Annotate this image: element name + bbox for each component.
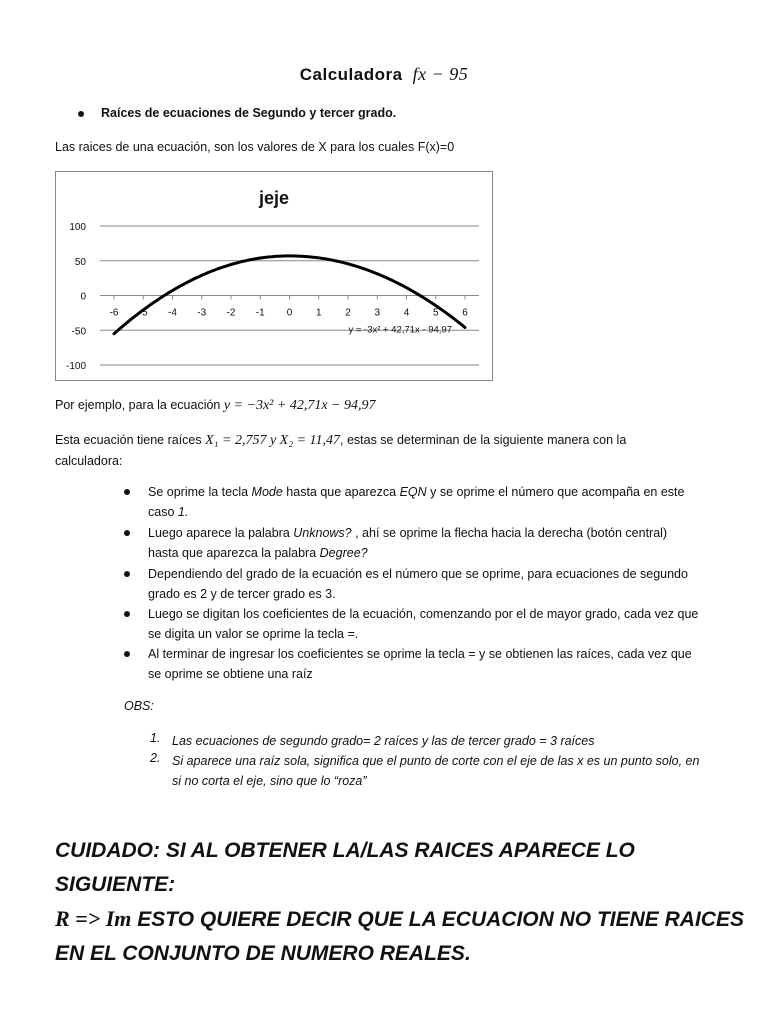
obs-label: OBS:	[124, 699, 154, 713]
y-tick-label: -100	[65, 361, 86, 372]
step-3-line1: Dependiendo del grado de la ecuación es el número que se oprime, para ecuaciones de segundo	[148, 567, 688, 581]
y-tick-label: 100	[69, 222, 86, 233]
x-tick-label: 6	[462, 307, 468, 319]
warning-line1: CUIDADO: SI AL OBTENER LA/LAS RAICES APARECE LO SIGUIENTE:	[55, 839, 635, 896]
x-tick-label: 2	[345, 307, 351, 319]
step-1-text-d: caso	[148, 505, 178, 519]
x-tick-label: 5	[432, 307, 439, 319]
x-tick-label: 1	[315, 307, 322, 319]
step-2-text: Luego aparece la palabra	[148, 526, 294, 540]
step-1	[148, 482, 718, 522]
step-5	[148, 644, 718, 684]
roots-suffix: , estas se determinan de la siguiente manera con la	[340, 433, 627, 447]
step-3	[148, 564, 718, 604]
step-1-text: Se oprime la tecla	[148, 485, 252, 499]
step-1-number: 1	[177, 505, 185, 519]
step-2	[148, 523, 718, 563]
step-3-line2: grado es 2 y de tercer grado es 3.	[148, 587, 336, 601]
step-1-period: .	[184, 505, 189, 519]
step-bullet-icon	[124, 530, 130, 536]
example-equation: y = −3x² + 42,71x − 94,97	[223, 398, 376, 413]
x-tick-label: 0	[286, 307, 293, 319]
example-line	[55, 396, 376, 415]
roots-line2: calculadora:	[55, 454, 123, 468]
x-tick-label: -3	[197, 307, 207, 319]
step-2-degree: Degree?	[319, 546, 368, 560]
title-formula: fx − 95	[412, 64, 469, 84]
step-5-line1: Al terminar de ingresar los coeficientes se oprime la tecla = y se obtienen las raíces, cada vez que	[148, 647, 692, 661]
x-tick-label: -1	[255, 307, 265, 319]
obs-item-2-line1: Si aparece una raíz sola, significa que el punto de corte con el eje de las x es un punto solo, en	[172, 754, 700, 768]
step-4	[148, 604, 718, 644]
x-tick-label: -6	[109, 307, 119, 319]
obs-item-2-line2: si no corta el eje, sino que lo “roza”	[172, 774, 367, 788]
chart-title: jeje	[258, 188, 290, 208]
obs-item-1: Las ecuaciones de segundo grado= 2 raíces y las de tercer grado = 3 raíces	[172, 734, 595, 748]
roots-prefix: Esta ecuación tiene raíces	[55, 433, 202, 447]
y-tick-label: 0	[80, 291, 86, 303]
bullet-dot-icon	[78, 111, 84, 117]
obs-num-1: 1.	[150, 731, 161, 745]
step-1-eqn: EQN	[399, 485, 427, 499]
step-4-period: .	[354, 627, 359, 641]
page-title	[0, 64, 768, 85]
step-1-mode: Mode	[251, 485, 283, 499]
warning-equation: R => Im	[55, 906, 132, 931]
y-tick-label: 50	[74, 256, 86, 268]
step-5-line2: se oprime se obtiene una raíz	[148, 667, 313, 681]
warning-line3: EN EL CONJUNTO DE NUMERO REALES.	[55, 942, 471, 965]
roots-paragraph	[55, 430, 735, 471]
step-1-text-c: y se oprime el número que acompaña en este	[426, 485, 685, 499]
example-prefix: Por ejemplo, para la ecuación	[55, 398, 221, 412]
x-tick-label: -4	[168, 307, 177, 319]
y-tick-label: -50	[71, 326, 86, 338]
obs-item-2	[172, 751, 722, 791]
x-tick-label: -2	[226, 307, 236, 319]
root-1: X₁ = 2,757	[205, 433, 267, 448]
intro-bullet: Raíces de ecuaciones de Segundo y tercer grado.	[101, 106, 397, 120]
step-4-line1: Luego se digitan los coeficientes de la ecuación, comenzando por el de mayor grado, cada vez que	[148, 607, 699, 621]
step-4-equals: =	[347, 627, 355, 641]
step-4-text: se digita un valor se oprime la tecla	[148, 627, 348, 641]
obs-num-2: 2.	[150, 751, 161, 765]
step-bullet-icon	[124, 489, 130, 495]
warning-line2: ESTO QUIERE DECIR QUE LA ECUACION NO TIENE RAICES	[131, 908, 744, 931]
x-tick-label: -5	[138, 307, 148, 319]
step-1-text-b: hasta que aparezca	[282, 485, 400, 499]
x-tick-label: 4	[403, 307, 410, 319]
title-text: Calculadora	[299, 65, 403, 84]
definition-text: Las raices de una ecuación, son los valores de X para los cuales F(x)=0	[55, 140, 455, 154]
series-curve	[114, 256, 465, 334]
step-2-text-b: , ahí se oprime la flecha hacia la derecha (botón central)	[351, 526, 668, 540]
root-2: X₂ = 11,47	[279, 433, 340, 448]
chart-frame	[55, 171, 493, 381]
step-bullet-icon	[124, 651, 130, 657]
chart-svg	[56, 172, 492, 380]
step-2-unknows: Unknows?	[293, 526, 352, 540]
x-tick-label: 3	[374, 307, 381, 319]
warning-text	[55, 834, 755, 971]
step-2-text-c: hasta que aparezca la palabra	[148, 546, 320, 560]
roots-y-word: y	[269, 433, 277, 448]
step-bullet-icon	[124, 571, 130, 577]
trendline-label: y = -3x² + 42,71x - 94,97	[348, 324, 452, 336]
step-bullet-icon	[124, 611, 130, 617]
